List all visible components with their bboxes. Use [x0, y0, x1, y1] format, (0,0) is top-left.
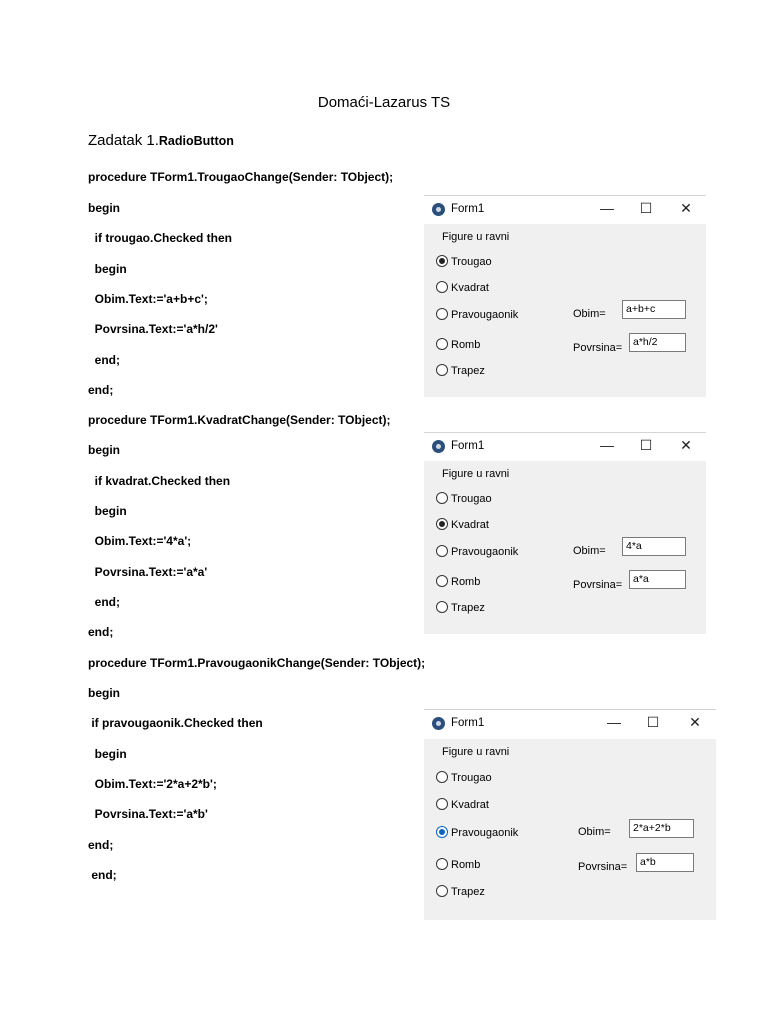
section-title [88, 132, 234, 149]
radio-unchecked-icon [436, 771, 448, 783]
code-line: begin [88, 504, 127, 518]
radio-trapez[interactable] [436, 365, 485, 379]
radio-unchecked-icon [436, 281, 448, 293]
code-line: procedure TForm1.PravougaonikChange(Sender: TObject); [88, 656, 426, 670]
radio-kvadrat[interactable] [436, 282, 489, 296]
code-line: Obim.Text:='2*a+2*b'; [88, 777, 217, 791]
code-line: begin [88, 201, 120, 215]
radio-unchecked-icon [436, 858, 448, 870]
povrsina-input[interactable]: a*b [636, 853, 694, 872]
close-icon[interactable]: ✕ [680, 200, 692, 216]
radio-label: Romb [451, 339, 481, 351]
radio-unchecked-icon [436, 798, 448, 810]
radio-label: Trapez [451, 365, 485, 377]
close-icon[interactable]: ✕ [689, 714, 701, 730]
code-line: end; [88, 595, 120, 609]
radio-label: Trapez [451, 886, 485, 898]
obim-input[interactable]: 4*a [622, 537, 686, 556]
radio-trougao[interactable] [436, 772, 492, 786]
lazarus-app-icon [432, 203, 445, 216]
minimize-icon[interactable]: — [600, 437, 614, 453]
obim-input[interactable]: a+b+c [622, 300, 686, 319]
radio-label: Trougao [451, 493, 492, 505]
radio-trapez[interactable] [436, 886, 485, 900]
code-line: procedure TForm1.KvadratChange(Sender: TObject); [88, 413, 391, 427]
minimize-icon[interactable]: — [600, 200, 614, 216]
radio-romb[interactable] [436, 339, 480, 353]
code-line: if kvadrat.Checked then [88, 474, 231, 488]
obim-label: Obim= [573, 545, 606, 557]
form-window-trougao [424, 195, 706, 397]
povrsina-label: Povrsina= [573, 342, 623, 354]
radio-label: Kvadrat [451, 519, 489, 531]
radio-trapez[interactable] [436, 602, 485, 616]
radio-trougao[interactable] [436, 256, 492, 270]
code-line: begin [88, 747, 127, 761]
radio-kvadrat[interactable] [436, 519, 489, 533]
radio-unchecked-icon [436, 575, 448, 587]
maximize-icon[interactable]: ☐ [646, 714, 660, 730]
radio-trougao[interactable] [436, 493, 492, 507]
radio-checked-icon [436, 518, 448, 530]
radio-pravougaonik[interactable] [436, 827, 518, 841]
povrsina-input[interactable]: a*a [629, 570, 686, 589]
radio-label: Romb [451, 576, 481, 588]
form-title: Form1 [451, 717, 485, 729]
code-line: end; [88, 625, 114, 639]
code-line: Obim.Text:='4*a'; [88, 534, 192, 548]
minimize-icon[interactable]: — [607, 714, 621, 730]
radio-kvadrat[interactable] [436, 799, 489, 813]
code-line: begin [88, 443, 120, 457]
radio-label: Trapez [451, 602, 485, 614]
maximize-icon[interactable]: ☐ [639, 200, 653, 216]
radio-romb[interactable] [436, 859, 480, 873]
radio-unchecked-icon [436, 308, 448, 320]
code-line: end; [88, 838, 114, 852]
close-icon[interactable]: ✕ [680, 437, 692, 453]
titlebar [424, 710, 716, 739]
radio-label: Romb [451, 859, 481, 871]
form-window-pravougaonik [424, 709, 716, 920]
lazarus-app-icon [432, 717, 445, 730]
povrsina-label: Povrsina= [573, 579, 623, 591]
code-line: end; [88, 353, 120, 367]
maximize-icon[interactable]: ☐ [639, 437, 653, 453]
group-label: Figure u ravni [442, 231, 510, 243]
code-line: Povrsina.Text:='a*h/2' [88, 322, 218, 336]
group-label: Figure u ravni [442, 746, 510, 758]
radio-unchecked-icon [436, 885, 448, 897]
radio-label: Pravougaonik [451, 546, 519, 558]
code-line: if pravougaonik.Checked then [88, 716, 263, 730]
obim-label: Obim= [573, 308, 606, 320]
code-line: begin [88, 262, 127, 276]
section-subtitle: RadioButton [158, 134, 234, 148]
code-line: end; [88, 383, 114, 397]
form-title: Form1 [451, 440, 485, 452]
code-line: Povrsina.Text:='a*b' [88, 807, 208, 821]
code-line: if trougao.Checked then [88, 231, 233, 245]
radio-unchecked-icon [436, 492, 448, 504]
radio-label: Trougao [451, 256, 492, 268]
code-line: Obim.Text:='a+b+c'; [88, 292, 208, 306]
obim-input[interactable]: 2*a+2*b [629, 819, 694, 838]
titlebar [424, 196, 706, 224]
radio-checked-icon [436, 826, 448, 838]
radio-label: Trougao [451, 772, 492, 784]
code-line: Povrsina.Text:='a*a' [88, 565, 208, 579]
titlebar [424, 433, 706, 461]
radio-checked-icon [436, 255, 448, 267]
section-title-number: Zadatak 1. [88, 132, 159, 149]
radio-unchecked-icon [436, 338, 448, 350]
radio-unchecked-icon [436, 545, 448, 557]
form-title: Form1 [451, 203, 485, 215]
radio-label: Pravougaonik [451, 827, 519, 839]
radio-pravougaonik[interactable] [436, 309, 518, 323]
lazarus-app-icon [432, 440, 445, 453]
radio-unchecked-icon [436, 364, 448, 376]
form-window-kvadrat [424, 432, 706, 634]
povrsina-label: Povrsina= [578, 861, 628, 873]
radio-pravougaonik[interactable] [436, 546, 518, 560]
obim-label: Obim= [578, 826, 611, 838]
radio-unchecked-icon [436, 601, 448, 613]
document-title: Domaći-Lazarus TS [317, 94, 451, 111]
code-line: end; [88, 868, 117, 882]
radio-romb[interactable] [436, 576, 480, 590]
code-line: procedure TForm1.TrougaoChange(Sender: TObject); [88, 170, 394, 184]
radio-label: Pravougaonik [451, 309, 519, 321]
radio-label: Kvadrat [451, 799, 489, 811]
group-label: Figure u ravni [442, 468, 510, 480]
code-line: begin [88, 686, 120, 700]
radio-label: Kvadrat [451, 282, 489, 294]
povrsina-input[interactable]: a*h/2 [629, 333, 686, 352]
